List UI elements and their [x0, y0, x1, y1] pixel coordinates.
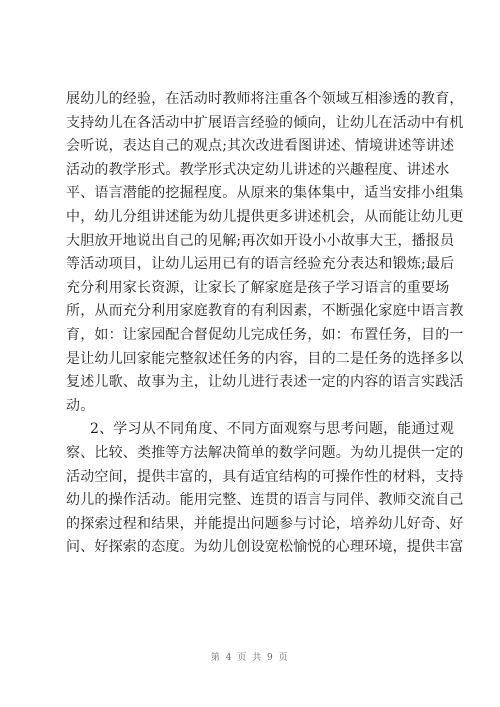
- paragraph-1: [66, 88, 464, 418]
- text-line: 育，如：让家园配合督促幼儿完成任务，如：布置任务，目的一: [66, 326, 464, 343]
- text-line: 察、比较、类推等方法解决简单的数学问题。为幼儿提供一定的: [66, 444, 464, 461]
- page-number-footer: 第 4 页 共 9 页: [210, 653, 290, 663]
- paragraph-2: [66, 418, 464, 560]
- text-line: 2、学习从不同角度、不同方面观察与思考问题，能通过观: [90, 421, 455, 438]
- text-line: 的探索过程和结果，并能提出问题参与讨论，培养幼儿好奇、好: [66, 515, 464, 532]
- text-line: 问、好探索的态度。为幼儿创设宽松愉悦的心理环境，提供丰富: [66, 539, 464, 556]
- text-line: 展幼儿的经验，在活动时教师将注重各个领域互相渗透的教育，: [66, 91, 464, 107]
- body-text: [66, 88, 464, 560]
- text-line: 充分利用家长资源，让家长了解家庭是孩子学习语言的重要场: [66, 279, 450, 296]
- text-line: 等活动项目，让幼儿运用已有的语言经验充分表达和锻炼;最后: [66, 256, 455, 273]
- text-line: 活动空间，提供丰富的，具有适宜结构的可操作性的材料，支持: [66, 468, 464, 485]
- text-line: 平、语言潜能的挖掘程度。从原来的集体集中，适当安排小组集: [66, 185, 464, 202]
- text-line: 中，幼儿分组讲述能为幼儿提供更多讲述机会，从而能让幼儿更: [66, 208, 464, 225]
- text-line: 支持幼儿在各活动中扩展语言经验的倾向，让幼儿在活动中有机: [66, 114, 464, 131]
- text-line: 会听说，表达自己的观点;其次改进看图讲述、情境讲述等讲述: [66, 138, 455, 155]
- text-line: 所，从而充分利用家庭教育的有利因素，不断强化家庭中语言教: [66, 303, 464, 320]
- text-line: 是让幼儿回家能完整叙述任务的内容，目的二是任务的选择多以: [66, 350, 464, 367]
- text-line: 幼儿的操作活动。能用完整、连贯的语言与同伴、教师交流自己: [66, 492, 464, 509]
- text-line: 动。: [66, 397, 95, 414]
- text-line: 活动的教学形式。教学形式决定幼儿讲述的兴趣程度、讲述水: [66, 161, 450, 178]
- text-line: 大胆放开地说出自己的见解;再次如开设小小故事大王，播报员: [66, 232, 455, 249]
- text-line: 复述儿歌、故事为主，让幼儿进行表述一定的内容的语言实践活: [66, 374, 464, 391]
